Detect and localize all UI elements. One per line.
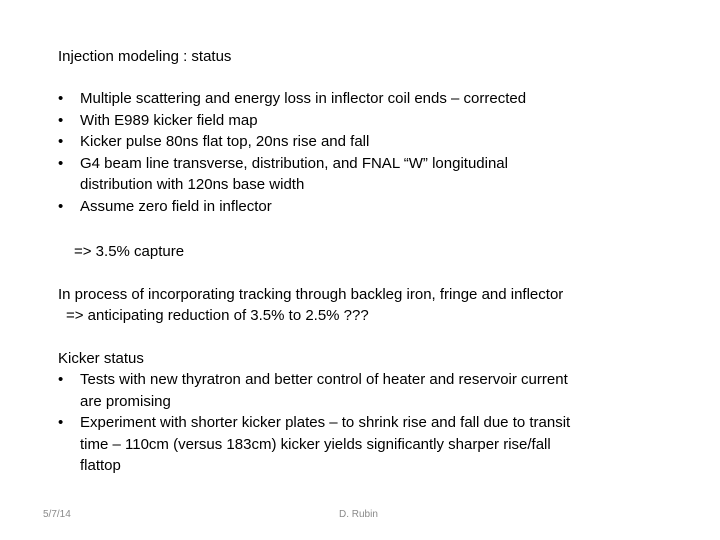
slide-title: Injection modeling : status [58,48,232,65]
kicker-bullet-line: are promising [80,392,171,410]
kicker-bullet-list [58,369,570,477]
status-bullet-line: G4 beam line transverse, distribution, and FNAL “W” longitudinal [80,154,508,172]
process-line: In process of incorporating tracking through backleg iron, fringe and inflector [58,286,564,303]
kicker-bullet-line: Tests with new thyratron and better control of heater and reservoir current [80,371,568,388]
assumption-bullet: • Assume zero field in inflector [58,196,272,218]
anticipation-line: => anticipating reduction of 3.5% to 2.5% ??? [66,307,369,324]
status-bullet: • Multiple scattering and energy loss in inflector coil ends – corrected [58,88,526,110]
status-bullet: • Kicker pulse 80ns flat top, 20ns rise and fall [58,131,526,153]
status-bullet: • With E989 kicker field map [58,110,526,132]
footer-date: 5/7/14 [43,509,71,520]
status-bullet [58,153,526,196]
kicker-bullet-line: time – 110cm (versus 183cm) kicker yields significantly sharper rise/fall [80,435,551,453]
kicker-bullet [58,369,570,412]
status-bullet-line: distribution with 120ns base width [80,176,305,193]
kicker-bullet-line: flattop [80,457,121,474]
footer-author: D. Rubin [339,509,378,520]
assumption-bullet-list [58,196,272,218]
status-bullet-list [58,88,526,196]
kicker-bullet-line: Experiment with shorter kicker plates – to shrink rise and fall due to transit [80,414,571,431]
kicker-status-heading: Kicker status [58,350,144,367]
kicker-bullet [58,412,570,477]
capture-result: => 3.5% capture [74,243,185,260]
